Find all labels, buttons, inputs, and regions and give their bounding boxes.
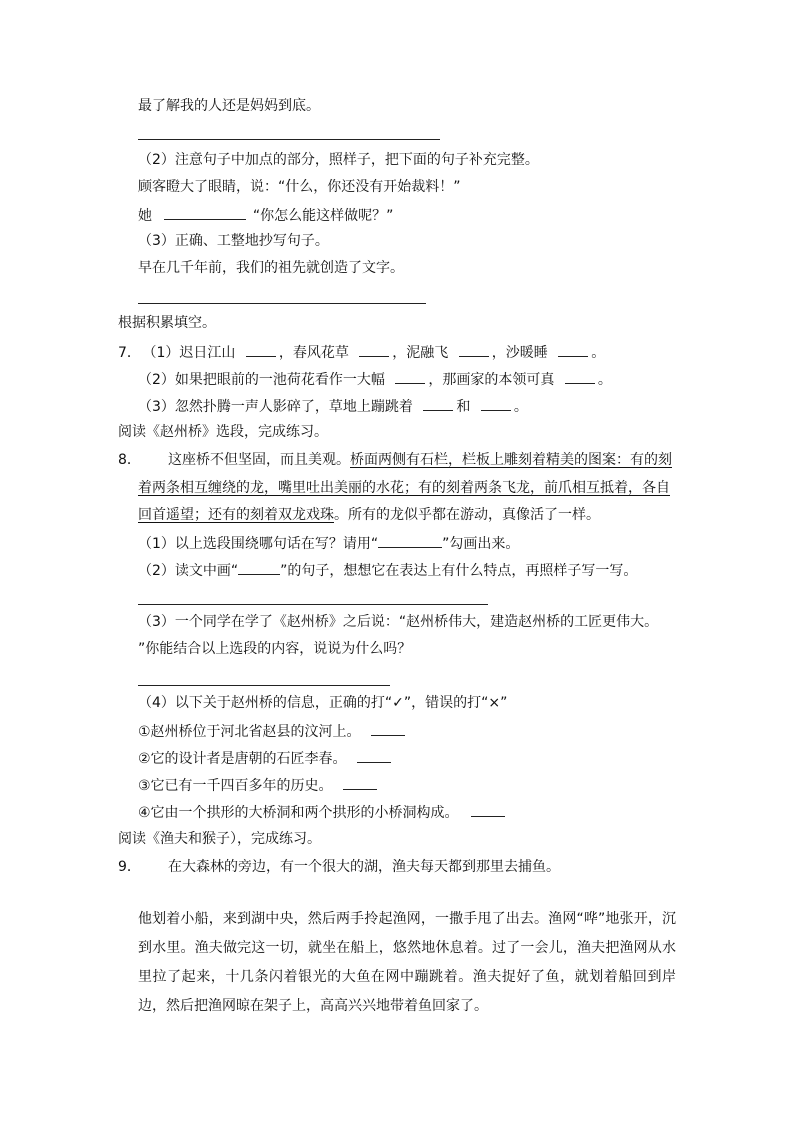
q8-2-part: ”的句子，想想它在表达上有什么特点，再照样子写一写。: [280, 563, 638, 579]
q3-sentence: 早在几千年前，我们的祖先就创造了文字。: [138, 260, 404, 276]
q8-3-line2: ”你能结合以上选段的内容，说说为什么吗？: [138, 641, 412, 657]
q7-3-part: （3）忽然扑腾一声人影碎了，草地上蹦跳着: [138, 399, 413, 415]
fill-blank[interactable]: [558, 341, 588, 357]
q8-3-line1: （3）一个同学在学了《赵州桥》之后说：“赵州桥伟大，建造赵州桥的工匠更伟大。: [138, 614, 659, 630]
fill-blank[interactable]: [371, 720, 405, 736]
q8-4-item: [138, 747, 391, 767]
q9-line: [118, 857, 560, 877]
q7-1-part: 。: [591, 345, 606, 361]
q7-2-part: （2）如果把眼前的一池荷花看作一大幅: [138, 372, 385, 388]
q2-task: [138, 204, 393, 224]
q7-2-part: 。: [597, 372, 612, 388]
q3-instruction: （3）正确、工整地抄写句子。: [138, 233, 329, 249]
fill-blank[interactable]: [471, 801, 505, 817]
q7-2-part: ，那画家的本领可真: [428, 372, 555, 388]
fill-blank[interactable]: [423, 395, 453, 411]
q9-text: 在大森林的旁边，有一个很大的湖，渔夫每天都到那里去捕鱼。: [168, 859, 560, 875]
fill-blank[interactable]: [246, 341, 276, 357]
q7-3-part: 。: [513, 399, 528, 415]
section-heading: 阅读《赵州桥》选段，完成练习。: [118, 424, 328, 440]
q7-number: 7．: [118, 345, 141, 361]
q8-4-instruction: （4）以下关于赵州桥的信息，正确的打“✓”，错误的打“×”: [138, 695, 508, 711]
q8-4-item: [138, 801, 505, 821]
q7-1-part: ，泥融飞: [392, 345, 449, 361]
answer-line[interactable]: [138, 685, 390, 686]
passage-line3: [138, 505, 600, 525]
fill-blank[interactable]: [459, 341, 489, 357]
passage-text: 这座桥不但坚固，而且美观。: [168, 452, 350, 468]
answer-line[interactable]: [138, 604, 488, 605]
passage-line1: [118, 450, 672, 470]
passage-text: 。所有的龙似乎都在游动，真像活了一样。: [334, 507, 600, 523]
section-heading: 根据积累填空。: [118, 315, 216, 331]
fill-blank[interactable]: [481, 395, 511, 411]
q8-4-item-text: ④它由一个拱形的大桥洞和两个拱形的小桥洞构成。: [138, 805, 459, 821]
answer-line[interactable]: [138, 303, 426, 304]
fill-blank[interactable]: [359, 341, 389, 357]
q8-4-item: [138, 774, 377, 794]
q2-example: 顾客瞪大了眼睛，说：“什么，你还没有开始裁料！”: [138, 179, 461, 195]
sentence-line: 最了解我的人还是妈妈到底。: [138, 98, 320, 114]
q8-4-item-text: ①赵州桥位于河北省赵县的汶河上。: [138, 724, 361, 740]
fill-blank[interactable]: [395, 368, 425, 384]
q7-1-part: ，沙暖睡: [491, 345, 548, 361]
q7-1-part: ，春风花草: [278, 345, 349, 361]
underlined-passage: 着两条相互缠绕的龙，嘴里吐出美丽的水花；有的刻着两条飞龙，前爪相互抵着，各自: [138, 480, 670, 496]
fill-blank[interactable]: [357, 747, 391, 763]
q2-task-prefix: 她: [138, 208, 152, 224]
q7-line2: [138, 368, 612, 388]
q8-1: [138, 532, 519, 552]
q7-line3: [138, 395, 528, 415]
q2-task-suffix: “你怎么能这样做呢？”: [252, 208, 394, 224]
fill-blank[interactable]: [565, 368, 595, 384]
q7-1-part: （1）迟日江山: [142, 345, 236, 361]
q9-number: 9．: [118, 859, 141, 875]
q8-number: 8．: [118, 452, 141, 468]
underlined-passage: 桥面两侧有石栏，栏板上雕刻着精美的图案：有的刻: [350, 452, 672, 468]
answer-line[interactable]: [138, 139, 440, 140]
fill-blank[interactable]: [378, 532, 442, 548]
q2-instruction: （2）注意句子中加点的部分，照样子，把下面的句子补充完整。: [138, 152, 539, 168]
underlined-passage: 回首遥望；还有的刻着双龙戏珠: [138, 507, 334, 523]
q8-4-item-text: ②它的设计者是唐朝的石匠李春。: [138, 751, 347, 767]
story-paragraph: 他划着小船，来到湖中央，然后两手拎起渔网，一撒手甩了出去。渔网“哗”地张开，沉到水里。渔夫做完这一切，就坐在船上，悠然地休息着。过了一会儿，渔夫把渔网从水里拉了起来，十几条闪着银光的大鱼在网中蹦跳着。渔夫捉好了鱼，就划着船回到岸边，然后把渔网晾在架子上，高高兴兴地带着鱼回家了。: [138, 911, 676, 1014]
passage-line2: [138, 478, 670, 498]
q8-1-part: （1）以上选段围绕哪句话在写？请用“: [138, 536, 379, 552]
q8-2-part: （2）读文中画“: [138, 563, 239, 579]
fill-blank[interactable]: [238, 559, 280, 575]
q8-4-item: [138, 720, 405, 740]
q8-4-item-text: ③它已有一千四百多年的历史。: [138, 778, 333, 794]
q7-line1: [118, 341, 605, 361]
fill-blank[interactable]: [164, 204, 246, 220]
section-heading: 阅读《渔夫和猴子），完成练习。: [118, 831, 321, 847]
q8-1-part: ”勾画出来。: [442, 536, 520, 552]
fill-blank[interactable]: [343, 774, 377, 790]
q7-3-part: 和: [456, 399, 471, 415]
q8-2: [138, 559, 637, 579]
